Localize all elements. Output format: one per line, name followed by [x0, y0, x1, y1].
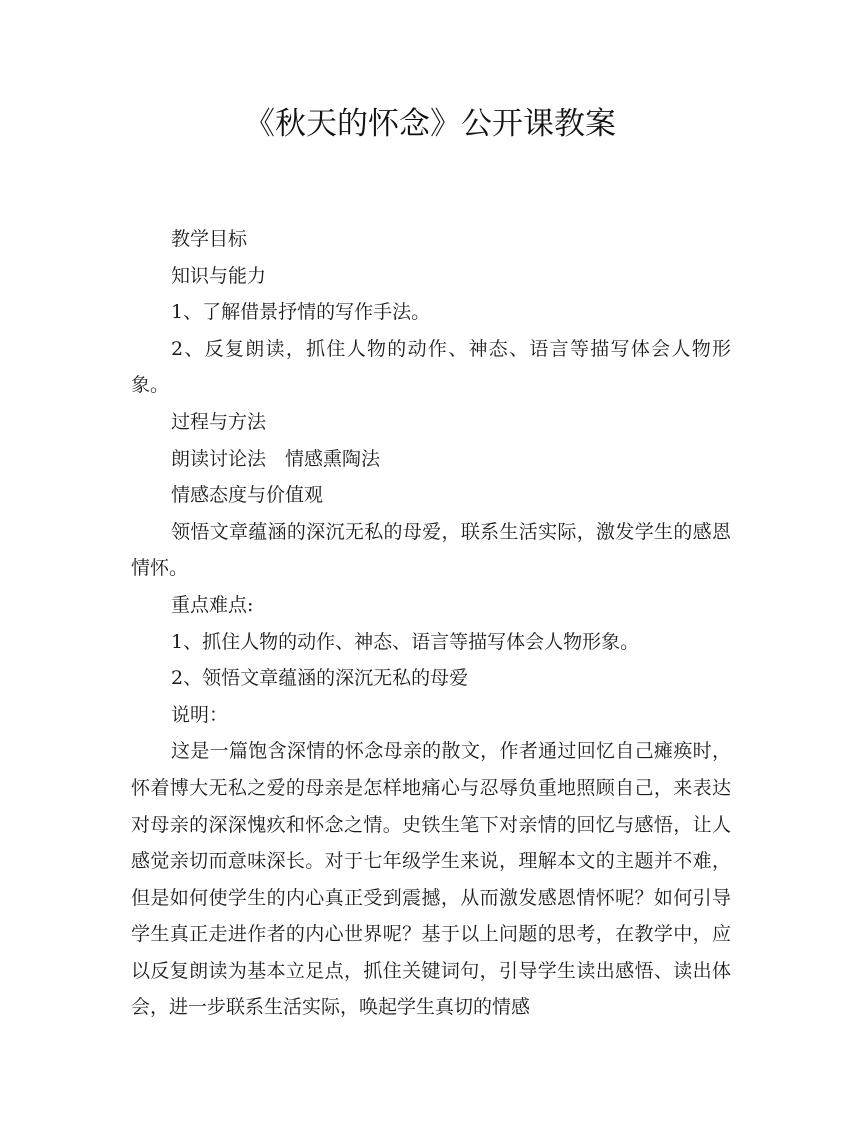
heading-teaching-goals: 教学目标	[171, 228, 248, 250]
emotion-values-text: 领悟文章蕴涵的深沉无私的母爱，联系生活实际，激发学生的感恩情怀。	[131, 520, 731, 580]
heading-notes: 说明：	[171, 703, 229, 726]
list-item-difficulty-2: 2、领悟文章蕴涵的深沉无私的母爱	[171, 667, 469, 690]
subheading-process-method: 过程与方法	[171, 410, 267, 433]
list-item-difficulty-1: 1、抓住人物的动作、神态、语言等描写体会人物形象。	[171, 630, 640, 653]
list-item-goal-1: 1、了解借景抒情的写作手法。	[171, 301, 431, 324]
list-item-goal-2: 2、反复朗读，抓住人物的动作、神态、语言等描写体会人物形象。	[131, 337, 731, 397]
notes-paragraph: 这是一篇饱含深情的怀念母亲的散文，作者通过回忆自己瘫痪时，怀着博大无私之爱的母亲是怎样地痛心与忍辱负重地照顾自己，来表达对母亲的深深愧疚和怀念之情。史铁生笔下对亲情的回忆与感悟，让人感觉亲切而意味深长。对于七年级学生来说，理解本文的主题并不难，但是如何使学生的内心真正受到震撼，从而激发感恩情怀呢？如何引导学生真正走进作者的内心世界呢？基于以上问题的思考，在教学中，应以反复朗读为基本立足点，抓住关键词句，引导学生读出感悟、读出体会，进一步联系生活实际，唤起学生真切的情感	[131, 740, 731, 1019]
document-title: 《秋天的怀念》公开课教案	[244, 106, 616, 142]
method-text: 朗读讨论法 情感熏陶法	[171, 447, 381, 470]
subheading-knowledge-ability: 知识与能力	[171, 264, 267, 287]
subheading-emotion-values: 情感态度与价值观	[171, 484, 324, 507]
document-body	[131, 221, 731, 1026]
heading-key-difficulties: 重点难点:	[171, 593, 254, 616]
